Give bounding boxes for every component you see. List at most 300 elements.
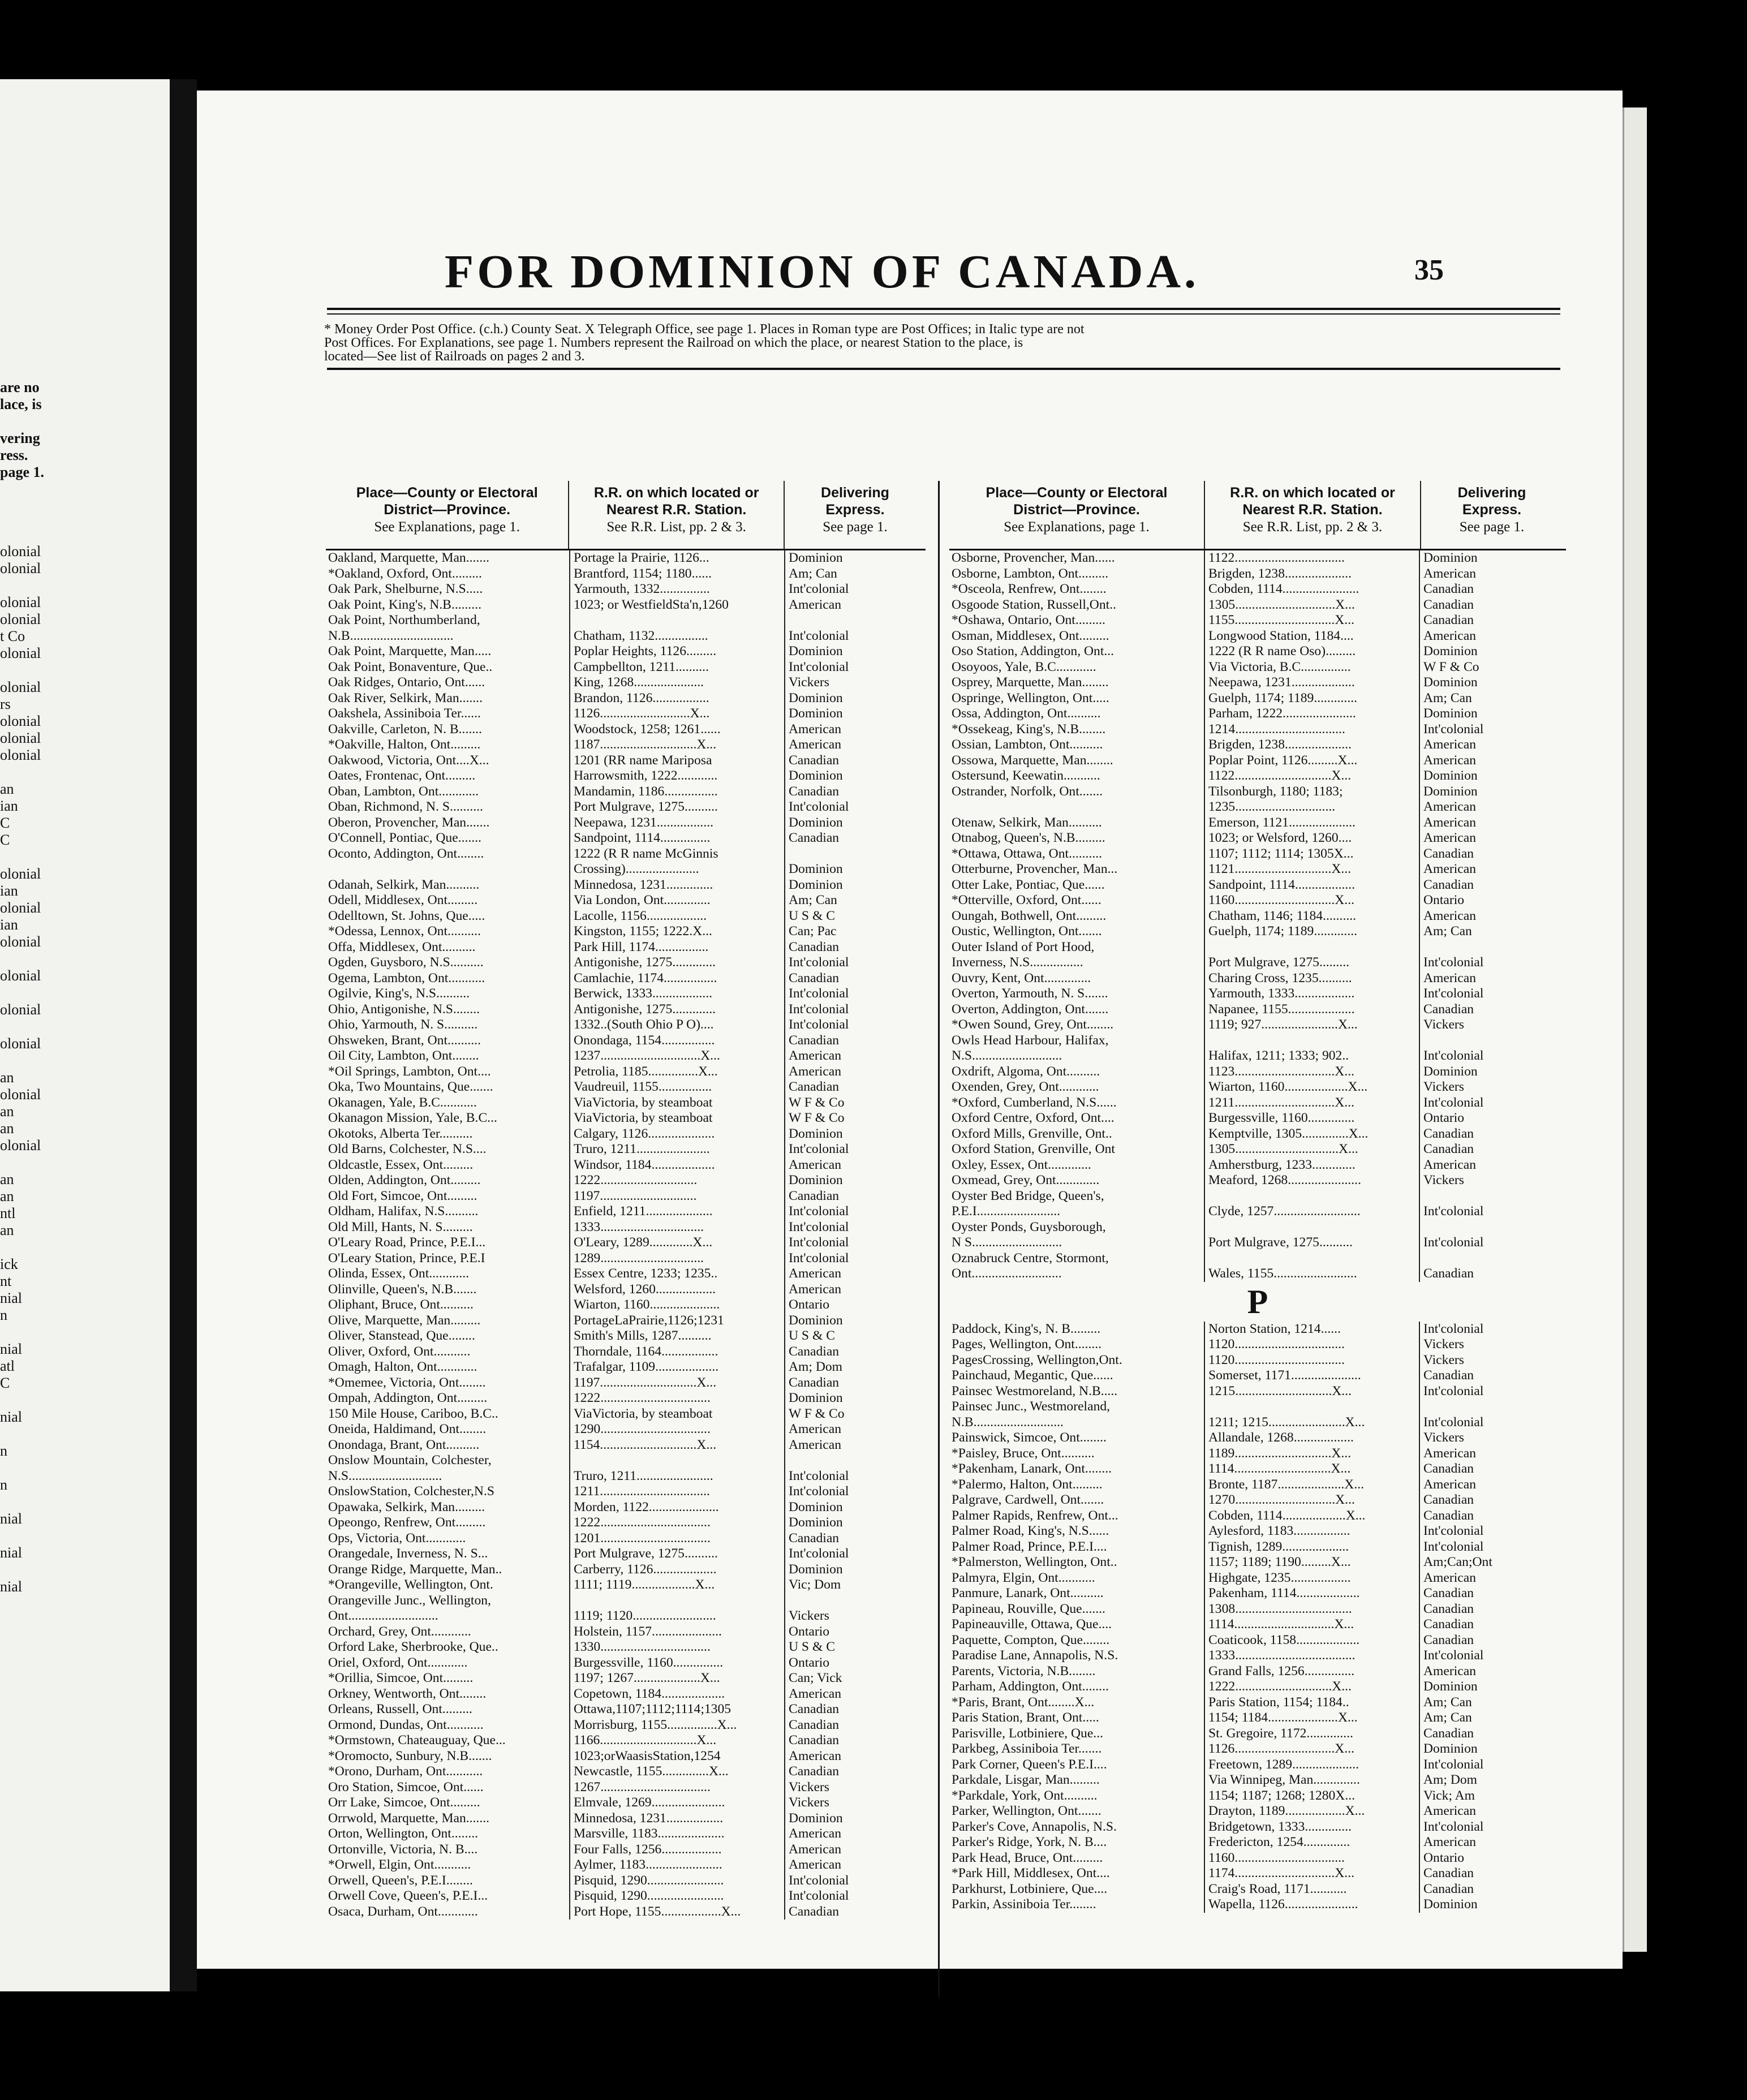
adjacent-page-text: olonial (0, 1035, 41, 1052)
railroad-cell: Truro, 1211...................... (569, 1142, 784, 1157)
place-cell: Osman, Middlesex, Ont......... (952, 628, 1109, 643)
railroad-cell: Bronte, 1187....................X... (1204, 1477, 1419, 1493)
express-cell: Vickers (1419, 1017, 1560, 1033)
place-cell: Ospringe, Wellington, Ont..... (952, 690, 1109, 705)
place-cell: Oro Station, Simcoe, Ont...... (328, 1779, 484, 1795)
adjacent-page-text: an (0, 1120, 14, 1137)
place-cell: Orrwold, Marquette, Man....... (328, 1810, 490, 1826)
table-row (949, 986, 1566, 1002)
express-cell: Canadian (1419, 1508, 1560, 1524)
express-cell: Int'colonial (1419, 1415, 1560, 1431)
table-row (326, 768, 926, 784)
railroad-cell: Brigden, 1238.................... (1204, 737, 1419, 753)
express-cell: Dominion (784, 1391, 926, 1406)
table-row (949, 1741, 1566, 1757)
railroad-cell: Amherstburg, 1233............. (1204, 1157, 1419, 1173)
table-row (949, 815, 1566, 831)
place-cell: O'Connell, Pontiac, Que....... (328, 830, 481, 845)
column-headers (326, 481, 926, 550)
place-cell: Oxmead, Grey, Ont............. (952, 1173, 1100, 1187)
express-cell: American (784, 737, 926, 753)
express-cell: Canadian (1419, 582, 1560, 597)
express-cell: Canadian (784, 830, 926, 846)
place-cell: P.E.I......................... (952, 1204, 1061, 1219)
express-cell: Int'colonial (1419, 1539, 1560, 1555)
place-cell: Ont........................... (952, 1266, 1062, 1281)
adjacent-page-text: n (0, 1477, 7, 1493)
express-cell: Int'colonial (1419, 1095, 1560, 1111)
express-cell: Canadian (1419, 1002, 1560, 1018)
place-cell: Parker, Wellington, Ont....... (952, 1804, 1101, 1818)
table-row (326, 613, 926, 629)
table-row (949, 1266, 1566, 1282)
railroad-cell: Allandale, 1268.................. (1204, 1430, 1419, 1446)
table-row (949, 1017, 1566, 1033)
table-row (949, 1695, 1566, 1711)
adjacent-page-text: olonial (0, 933, 41, 950)
railroad-cell: Welsford, 1260.................. (569, 1282, 784, 1298)
place-header: Place—County or Electoral District—Province. See Explanations, page 1. (986, 485, 1168, 535)
railroad-cell: Wapella, 1126...................... (1204, 1897, 1419, 1913)
railroad-cell: Morden, 1122..................... (569, 1500, 784, 1516)
express-cell: Canadian (1419, 877, 1560, 893)
express-cell: Canadian (1419, 1617, 1560, 1633)
adjacent-page-text: ian (0, 916, 18, 933)
express-cell: Canadian (1419, 846, 1560, 862)
table-row (326, 660, 926, 675)
adjacent-page-text (0, 1052, 51, 1069)
table-row (949, 1602, 1566, 1617)
express-cell: American (784, 1438, 926, 1453)
express-cell: American (1419, 971, 1560, 987)
railroad-cell: 1166.............................X... (569, 1733, 784, 1749)
table-row (326, 1453, 926, 1469)
place-cell: Orwell Cove, Queen's, P.E.I... (328, 1888, 488, 1903)
page-edge (1623, 107, 1647, 1952)
place-cell: Orange Ridge, Marquette, Man.. (328, 1561, 502, 1577)
adjacent-page-text: vering (0, 430, 40, 446)
place-cell: Oates, Frontenac, Ont......... (328, 768, 476, 783)
place-cell: Oak Point, King's, N.B......... (328, 597, 482, 612)
express-cell: Dominion (784, 1173, 926, 1189)
express-cell: Vickers (1419, 1353, 1560, 1369)
table-row (949, 1126, 1566, 1142)
place-cell: Ogden, Guysboro, N.S.......... (328, 955, 484, 970)
railroad-cell: Cobden, 1114...................X... (1204, 1508, 1419, 1524)
express-cell: Canadian (784, 1189, 926, 1204)
railroad-cell: 1114.............................X... (1204, 1461, 1419, 1477)
express-cell: Dominion (1419, 1064, 1560, 1080)
table-row (326, 691, 926, 707)
place-cell: N.B........................... (952, 1414, 1064, 1430)
place-cell: Overton, Addington, Ont....... (952, 1001, 1109, 1017)
railroad-cell: Port Mulgrave, 1275......... (1204, 955, 1419, 971)
place-cell: Oneida, Haldimand, Ont........ (328, 1422, 487, 1436)
express-cell: Canadian (784, 753, 926, 769)
table-row (326, 1111, 926, 1126)
express-cell: Dominion (784, 706, 926, 722)
express-cell: Canadian (1419, 1492, 1560, 1508)
table-row (326, 830, 926, 846)
place-cell: *Oromocto, Sunbury, N.B....... (328, 1748, 492, 1763)
table-row (326, 1017, 926, 1033)
railroad-cell: St. Gregoire, 1172.............. (1204, 1726, 1419, 1742)
table-row (949, 1804, 1566, 1819)
place-cell: Parisville, Lotbiniere, Que... (952, 1725, 1103, 1741)
table-row (949, 1835, 1566, 1851)
railroad-cell: 1214................................. (1204, 722, 1419, 738)
railroad-cell: Holstein, 1157..................... (569, 1624, 784, 1640)
railroad-cell: Enfield, 1211.................... (569, 1204, 784, 1220)
table-row (949, 1189, 1566, 1204)
place-cell: Ont........................... (328, 1608, 438, 1623)
railroad-cell: Burgessville, 1160............... (569, 1655, 784, 1671)
table-row (326, 1438, 926, 1453)
express-cell: American (784, 1686, 926, 1702)
table-row (949, 1555, 1566, 1570)
adjacent-page-text: atl (0, 1358, 15, 1374)
page-number: 35 (1414, 254, 1444, 286)
table-row (326, 799, 926, 815)
railroad-cell: King, 1268..................... (569, 675, 784, 691)
place-cell: Paddock, King's, N. B......... (952, 1321, 1101, 1336)
railroad-cell: 1211; 1215.......................X... (1204, 1415, 1419, 1431)
table-row (326, 1546, 926, 1562)
table-row (949, 675, 1566, 691)
railroad-cell: 1290................................. (569, 1422, 784, 1438)
place-cell: Orton, Wellington, Ont........ (328, 1826, 479, 1841)
place-cell: Oungah, Bothwell, Ont......... (952, 908, 1107, 923)
table-row (949, 1679, 1566, 1695)
railroad-cell: Pisquid, 1290....................... (569, 1873, 784, 1889)
railroad-cell: 1023; or WestfieldSta'n,1260 (569, 597, 784, 613)
place-cell: *Ottawa, Ottawa, Ont.......... (952, 846, 1103, 861)
table-row (949, 644, 1566, 660)
place-cell: Ohsweken, Brant, Ont.......... (328, 1032, 481, 1048)
place-cell (949, 799, 1204, 815)
railroad-cell: Kemptville, 1305..............X... (1204, 1126, 1419, 1142)
express-cell: Dominion (1419, 1897, 1560, 1913)
table-row (949, 1079, 1566, 1095)
express-cell: Int'colonial (784, 955, 926, 971)
table-row (326, 1780, 926, 1796)
table-row (949, 1002, 1566, 1018)
express-cell: Canadian (1419, 1866, 1560, 1882)
table-row (326, 1391, 926, 1406)
railroad-cell: 1305..............................X... (1204, 597, 1419, 613)
railroad-cell: 1267................................. (569, 1780, 784, 1796)
table-row (326, 1655, 926, 1671)
adjacent-page-text: olonial (0, 645, 41, 661)
railroad-cell: Via Victoria, B.C............... (1204, 660, 1419, 675)
railroad-cell: Craig's Road, 1171........... (1204, 1882, 1419, 1897)
railroad-cell: Windsor, 1184................... (569, 1157, 784, 1173)
place-cell: Old Mill, Hants, N. S......... (328, 1219, 473, 1234)
place-cell: Opeongo, Renfrew, Ont......... (328, 1515, 486, 1530)
adjacent-page-text: olonial (0, 543, 41, 560)
railroad-cell: Guelph, 1174; 1189............. (1204, 924, 1419, 940)
express-cell: Vickers (1419, 1173, 1560, 1189)
express-cell: Canadian (1419, 1633, 1560, 1649)
table-row (949, 893, 1566, 909)
table-row (326, 784, 926, 800)
place-cell: Oil City, Lambton, Ont........ (328, 1048, 479, 1063)
express-cell: Vickers (1419, 1337, 1560, 1353)
express-cell: Canadian (1419, 1142, 1560, 1157)
table-row (949, 955, 1566, 971)
railroad-cell: 1111; 1119...................X... (569, 1577, 784, 1593)
place-cell: Osoyoos, Yale, B.C............ (952, 659, 1096, 674)
table-row (949, 1415, 1566, 1431)
express-cell: American (1419, 909, 1560, 924)
railroad-cell: 1187.............................X... (569, 737, 784, 753)
railroad-cell: Neepawa, 1231................. (569, 815, 784, 831)
express-cell: Int'colonial (1419, 722, 1560, 738)
table-row (949, 1866, 1566, 1882)
express-cell: Canadian (1419, 1882, 1560, 1897)
express-cell (1419, 1189, 1560, 1204)
express-cell: American (784, 1157, 926, 1173)
place-cell: Oso Station, Addington, Ont... (952, 644, 1115, 659)
table-row (949, 909, 1566, 924)
table-row (326, 1282, 926, 1298)
express-cell: American (1419, 1446, 1560, 1462)
table-row (949, 706, 1566, 722)
table-row (326, 1500, 926, 1516)
adjacent-page-text: olonial (0, 560, 41, 576)
adjacent-page-text: C (0, 832, 10, 848)
railroad-cell: Pisquid, 1290....................... (569, 1888, 784, 1904)
railroad-cell: Smith's Mills, 1287.......... (569, 1328, 784, 1344)
adjacent-page-text (0, 662, 51, 679)
railroad-cell: Aylesford, 1183................. (1204, 1524, 1419, 1539)
railroad-cell: Halifax, 1211; 1333; 902.. (1204, 1048, 1419, 1064)
place-cell: O'Leary Station, Prince, P.E.I (328, 1250, 485, 1266)
place-cell: Ossowa, Marquette, Man........ (952, 752, 1113, 768)
express-cell: Vickers (784, 1608, 926, 1624)
place-cell: *Oxford, Cumberland, N.S...... (952, 1095, 1117, 1110)
table-row (326, 1749, 926, 1765)
railroad-cell: Brigden, 1238.................... (1204, 566, 1419, 582)
railroad-cell: Napanee, 1155.................... (1204, 1002, 1419, 1018)
place-cell: *Owen Sound, Grey, Ont........ (952, 1017, 1114, 1032)
place-cell: Ohio, Yarmouth, N. S.......... (328, 1017, 478, 1032)
table-row (326, 1297, 926, 1313)
place-cell: Pages, Wellington, Ont........ (952, 1337, 1102, 1352)
railroad-cell: 1215.............................X... (1204, 1384, 1419, 1400)
place-cell: Papineauville, Ottawa, Que.... (952, 1617, 1112, 1632)
table-row (949, 1064, 1566, 1080)
place-cell: N.S........................... (952, 1048, 1062, 1063)
express-cell: Canadian (784, 971, 926, 987)
railroad-cell: ViaVictoria, by steamboat (569, 1406, 784, 1422)
express-cell: American (784, 1282, 926, 1298)
railroad-cell (1204, 940, 1419, 956)
railroad-cell: Tilsonburgh, 1180; 1183; (1204, 784, 1419, 800)
table-row (326, 893, 926, 909)
table-row (326, 1095, 926, 1111)
railroad-cell: 1211................................. (569, 1484, 784, 1500)
place-cell: Orangeville Junc., Wellington, (328, 1593, 491, 1608)
table-row (326, 1593, 926, 1609)
table-row (949, 550, 1566, 566)
express-cell: Canadian (1419, 1368, 1560, 1384)
railroad-cell: Via Winnipeg, Man.............. (1204, 1772, 1419, 1788)
express-cell: Am; Can (1419, 1695, 1560, 1711)
place-cell: Oak Point, Northumberland, (328, 613, 480, 627)
railroad-cell: Brantford, 1154; 1180...... (569, 566, 784, 582)
table-row (949, 1157, 1566, 1173)
adjacent-page-text: olonial (0, 611, 41, 627)
adjacent-page-text: olonial (0, 1137, 41, 1154)
place-cell: Orchard, Grey, Ont............ (328, 1624, 471, 1639)
railroad-cell: Yarmouth, 1332............... (569, 582, 784, 597)
railroad-cell: 1308................................... (1204, 1602, 1419, 1617)
railroad-cell: 1107; 1112; 1114; 1305X... (1204, 846, 1419, 862)
table-row (326, 1002, 926, 1018)
table-row (949, 1251, 1566, 1267)
place-cell: Okanagon Mission, Yale, B.C... (328, 1111, 497, 1125)
express-cell: American (1419, 629, 1560, 644)
table-row (326, 1359, 926, 1375)
table-row (949, 1173, 1566, 1189)
express-cell: Dominion (784, 1500, 926, 1516)
place-cell: *Oshawa, Ontario, Ont......... (952, 613, 1105, 627)
table-row (326, 1313, 926, 1329)
adjacent-page-text: rs (0, 696, 11, 712)
place-cell: Old Fort, Simcoe, Ont......... (328, 1188, 477, 1203)
express-cell: Am; Can (784, 566, 926, 582)
express-cell: Dominion (784, 1515, 926, 1531)
table-row (326, 1064, 926, 1080)
express-cell: American (1419, 566, 1560, 582)
table-row (949, 1664, 1566, 1680)
table-row (326, 1531, 926, 1547)
railroad-cell: Thorndale, 1164................. (569, 1344, 784, 1360)
railroad-cell: Antigonishe, 1275............. (569, 1002, 784, 1018)
railroad-cell: Sandpoint, 1114.................. (1204, 877, 1419, 893)
table-row (949, 1586, 1566, 1602)
adjacent-page-text: n (0, 1307, 7, 1323)
place-cell: Parkdale, Lisgar, Man......... (952, 1772, 1100, 1787)
place-cell: Oznabruck Centre, Stormont, (952, 1250, 1109, 1266)
express-cell: Dominion (784, 768, 926, 784)
right-table-rows-p (949, 1322, 1566, 1913)
place-cell: Oldham, Halifax, N.S.......... (328, 1204, 479, 1219)
railroad-cell: Vaudreuil, 1155................ (569, 1079, 784, 1095)
railroad-cell: Drayton, 1189..................X... (1204, 1804, 1419, 1819)
place-cell: Ostrander, Norfolk, Ont....... (952, 784, 1103, 799)
table-row (949, 1384, 1566, 1400)
place-cell: *Orangeville, Wellington, Ont. (328, 1577, 493, 1592)
adjacent-page-text (0, 764, 51, 781)
railroad-cell: Norton Station, 1214...... (1204, 1322, 1419, 1337)
express-cell: Int'colonial (784, 1546, 926, 1562)
document-page (197, 91, 1623, 1969)
table-row (326, 753, 926, 769)
adjacent-page-text (0, 1426, 51, 1443)
express-cell: American (1419, 1664, 1560, 1680)
place-cell: Oxford Centre, Oxford, Ont.... (952, 1111, 1115, 1125)
adjacent-page-text: nial (0, 1409, 22, 1425)
adjacent-page-text: nial (0, 1290, 22, 1306)
place-cell: *Oil Springs, Lambton, Ont.... (328, 1064, 491, 1079)
table-row (949, 1570, 1566, 1586)
express-cell (784, 846, 926, 862)
railroad-cell: 1126..............................X... (1204, 1741, 1419, 1757)
railroad-cell: Brandon, 1126................. (569, 691, 784, 707)
express-cell: U S & C (784, 909, 926, 924)
express-cell: Vickers (784, 1795, 926, 1811)
place-cell: Parkbeg, Assiniboia Ter....... (952, 1741, 1102, 1756)
express-cell: American (1419, 1477, 1560, 1493)
express-cell: W F & Co (784, 1111, 926, 1126)
railroad-cell: Newcastle, 1155..............X... (569, 1764, 784, 1780)
railroad-cell: Parham, 1222...................... (1204, 706, 1419, 722)
railroad-cell: 1235.............................. (1204, 799, 1419, 815)
adjacent-page-text (0, 1239, 51, 1256)
railroad-cell: Minnedosa, 1231................. (569, 1811, 784, 1827)
adjacent-page-text: an (0, 781, 14, 797)
table-row (326, 1873, 926, 1889)
express-cell: Int'colonial (1419, 1384, 1560, 1400)
place-cell: Ossian, Lambton, Ont.......... (952, 737, 1103, 752)
express-cell: Int'colonial (1419, 1648, 1560, 1664)
place-cell: Park Head, Bruce, Ont......... (952, 1850, 1103, 1865)
table-row (326, 940, 926, 956)
railroad-cell: ViaVictoria, by steamboat (569, 1095, 784, 1111)
place-cell: Parents, Victoria, N.B........ (952, 1663, 1096, 1679)
adjacent-page-text: olonial (0, 713, 41, 729)
railroad-cell: Bridgetown, 1333.............. (1204, 1819, 1419, 1835)
adjacent-page-text (0, 1527, 51, 1544)
railroad-cell: Minnedosa, 1231.............. (569, 877, 784, 893)
railroad-cell: Marsville, 1183.................... (569, 1826, 784, 1842)
table-row (949, 846, 1566, 862)
railroad-cell (569, 1453, 784, 1469)
express-cell: American (784, 1826, 926, 1842)
railroad-cell: 1155..............................X... (1204, 613, 1419, 629)
railroad-cell: 1174..............................X... (1204, 1866, 1419, 1882)
place-cell: Owls Head Harbour, Halifax, (952, 1032, 1109, 1048)
place-cell: Osgoode Station, Russell,Ont.. (952, 597, 1116, 612)
express-cell: American (784, 1422, 926, 1438)
table-row (326, 1126, 926, 1142)
adjacent-page-text: an (0, 1222, 14, 1238)
place-cell: *Park Hill, Middlesex, Ont.... (952, 1866, 1110, 1880)
table-row (949, 1882, 1566, 1897)
table-row (949, 1095, 1566, 1111)
table-row (326, 1033, 926, 1049)
place-cell: Oliver, Oxford, Ont........... (328, 1344, 471, 1359)
place-cell: Otnabog, Queen's, N.B......... (952, 830, 1105, 845)
railroad-cell: 1222................................. (569, 1515, 784, 1531)
adjacent-page-text: nial (0, 1578, 22, 1595)
express-cell: American (784, 1857, 926, 1873)
place-cell: *Oakville, Halton, Ont......... (328, 737, 481, 752)
table-row (949, 784, 1566, 800)
express-cell: U S & C (784, 1639, 926, 1655)
railroad-cell: Truro, 1211....................... (569, 1469, 784, 1484)
express-cell: Dominion (784, 644, 926, 660)
table-row (949, 629, 1566, 644)
express-cell: Int'colonial (784, 1017, 926, 1033)
express-cell: Am; Dom (784, 1359, 926, 1375)
express-cell: Dominion (1419, 1679, 1560, 1695)
adjacent-page-text: C (0, 1375, 10, 1391)
place-cell: N.B............................... (328, 628, 454, 643)
express-cell: Vickers (784, 1780, 926, 1796)
